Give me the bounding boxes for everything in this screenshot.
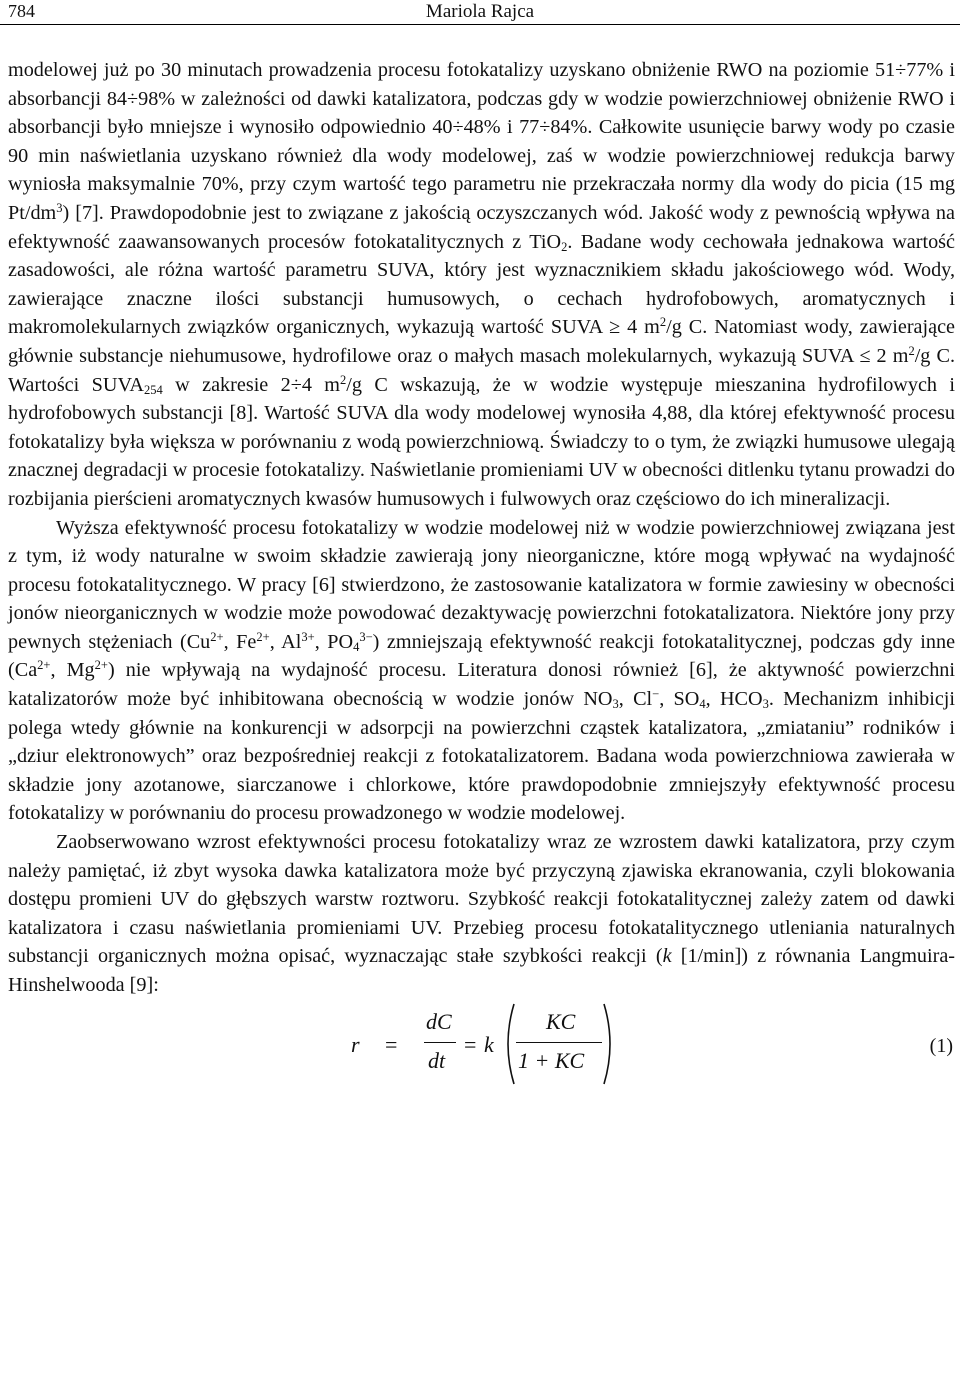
equation-lhs: r <box>351 1031 360 1057</box>
text-run: , HCO <box>705 688 763 711</box>
subscript: 3 <box>612 697 619 712</box>
text-run: , Al <box>269 630 302 653</box>
text-run: . Mechanizm inhibicji polega wtedy głównie na konkurencji w adsorpcji na powierzchni cząstek katalizatora, „zmiataniu” rodników i „dziur elektronowych” oraz bezpośredniej reakcji z fotokatalizatorem. Badana woda powierzchniowa zawierała w składzie jony azotanowe, siarczanowe i chlorkowe, które prawdopodobnie zmniejszyły efektywność procesu fotokatalizy w porównaniu do procesu prowadzonego w wodzie modelowej. <box>8 688 956 825</box>
text-run: , SO <box>659 688 700 711</box>
text-run: /g C. Wartości SUVA <box>8 344 955 396</box>
fraction-bar <box>424 1042 456 1043</box>
subscript: 4 <box>699 697 706 712</box>
paragraph-1 <box>8 56 955 514</box>
rate-constant-k: k <box>484 1031 494 1057</box>
text-run: , Mg <box>50 659 95 682</box>
page-header <box>0 0 960 25</box>
equals-sign: = <box>464 1031 477 1057</box>
running-head: Mariola Rajca <box>425 1 535 22</box>
superscript: 2 <box>659 315 667 330</box>
fraction-numerator-dc: dC <box>426 1008 452 1034</box>
superscript: 2 <box>908 344 915 359</box>
page-number: 784 <box>8 1 35 21</box>
superscript: 2+ <box>256 630 270 644</box>
superscript: 2 <box>340 372 347 387</box>
superscript: 3 <box>56 201 63 216</box>
fraction-bar <box>516 1042 602 1043</box>
text-run: w zakresie 2÷4 m <box>162 373 341 396</box>
superscript: 3− <box>359 630 373 644</box>
text-run: ) zmniejszają efektywność reakcji fotokatalitycznej, podczas gdy inne (Ca <box>8 630 956 682</box>
superscript: 2+ <box>94 658 108 673</box>
subscript: 3 <box>762 697 769 712</box>
superscript: 2+ <box>210 630 224 644</box>
superscript: 3+ <box>301 630 315 644</box>
superscript: − <box>652 687 660 702</box>
fraction-denominator-1-plus-kc: 1 + KC <box>518 1047 585 1073</box>
superscript: 2+ <box>37 658 51 673</box>
fraction-denominator-dt: dt <box>428 1047 446 1073</box>
text-run: , Cl <box>618 688 653 711</box>
text-run: . Badane wody cechowała jednakowa wartość zasadowości, ale różna wartość parametru SUVA, który jest wyznacznikiem składu jakościowego wód. Wody, zawierające znaczne ilości substancji humusowych, o cechach hydrofobowych, aromatycznych i makromolekularnych związków organicznych, wykazują wartość SUVA ≥ 4 m <box>8 230 955 339</box>
text-run: Zaobserwowano wzrost efektywności procesu fotokatalizy wraz ze wzrostem dawki katalizatora, przy czym należy pamiętać, iż zbyt wysoka dawka katalizatora może być przyczyną zjawiska ekranowania, czyli blokowania dostępu promieni UV do głębszych warstw roztworu. Szybkość reakcji fotokatalitycznej zależy zatem od dawki katalizatora i czasu naświetlania promieniami UV. Przebieg procesu fotokatalitycznego utleniania naturalnych substancji organicznych można opisać, wyznaczając stałe szybkości reakcji ( <box>8 831 955 968</box>
text-run: /g C. Natomiast wody, zawierające głównie substancje niehumusowe, hydrofilowe oraz o małych masach molekularnych, wykazują SUVA ≤ 2 m <box>8 316 955 367</box>
equation-number: (1) <box>929 1034 953 1057</box>
text-run: modelowej już po 30 minutach prowadzenia procesu fotokatalizy uzyskano obniżenie RWO na poziomie 51÷77% i absorbancji 84÷98% w zależności od dawki katalizatora, podczas gdy w wodzie powierzchniowej obniżenie RWO i absorbancji było mniejsze i wynosiło odpowiednio 40÷48% i 77÷84%. Całkowite usunięcie barwy wody po czasie 90 min naświetlania uzyskano również dla wody modelowej, zaś w wodzie powierzchniowej redukcja barwy wyniosła maksymalnie 70%, przy czym wartość tego parametru nie przekraczała normy dla wody do picia (15 mg Pt/dm <box>8 59 955 224</box>
text-run: , Fe <box>223 630 257 653</box>
subscript: 254 <box>144 382 163 397</box>
subscript: 4 <box>353 640 360 654</box>
article-body <box>8 56 955 1086</box>
italic-symbol: k <box>662 945 672 968</box>
text-run: ) [7]. Prawdopodobnie jest to związane z jakością oczyszczanych wód. Jakość wody z pewnością wpływa na efektywność zaawansowanych procesów fotokatalitycznych z TiO <box>8 201 955 253</box>
paragraph-3 <box>8 828 955 1000</box>
text-run: [1/min]) z równania Langmuira-Hinshelwooda [9]: <box>8 945 956 996</box>
equals-sign: = <box>385 1031 398 1057</box>
text-run: /g C wskazują, że w wodzie występuje mieszanina hydrofilowych i hydrofobowych substancji [8]. Wartość SUVA dla wody modelowej wynosiła 4,88, dla której efektywność procesu fotokatalizy była większa w porównaniu z wodą powierzchniową. Świadczy to o tym, że związki humusowe ulegają znacznej degradacji w procesie fotokatalizy. Naświetlanie promieniami UV w obecności ditlenku tytanu prowadzi do rozbijania pierścieni aromatycznych kwasów humusowych i fulwowych oraz częściowo do ich mineralizacji. <box>8 373 956 510</box>
text-run: ) nie wpływają na wydajność procesu. Literatura donosi również [6], że aktywność powierzchni katalizatorów może być inhibitowana obecnością w wodzie jonów NO <box>8 659 955 711</box>
text-run: Wyższa efektywność procesu fotokatalizy w wodzie modelowej niż w wodzie powierzchniowej związana jest z tym, iż wody naturalne w swoim składzie zawierają jony nieorganiczne, które mogą wpływać na wydajność procesu fotokatalitycznego. W pracy [6] stwierdzono, że zastosowanie katalizatora w formie zawiesiny w obecności jonów nieorganicznych w wodzie może powodować dezaktywację powierzchni fotokatalizatora. Niektóre jony przy pewnych stężeniach (Cu <box>8 516 955 653</box>
paragraph-2 <box>8 514 955 829</box>
subscript: 2 <box>561 239 568 254</box>
langmuir-hinshelwood-equation <box>8 1002 955 1086</box>
text-run: , PO <box>314 630 354 653</box>
fraction-numerator-kc: KC <box>546 1008 576 1034</box>
